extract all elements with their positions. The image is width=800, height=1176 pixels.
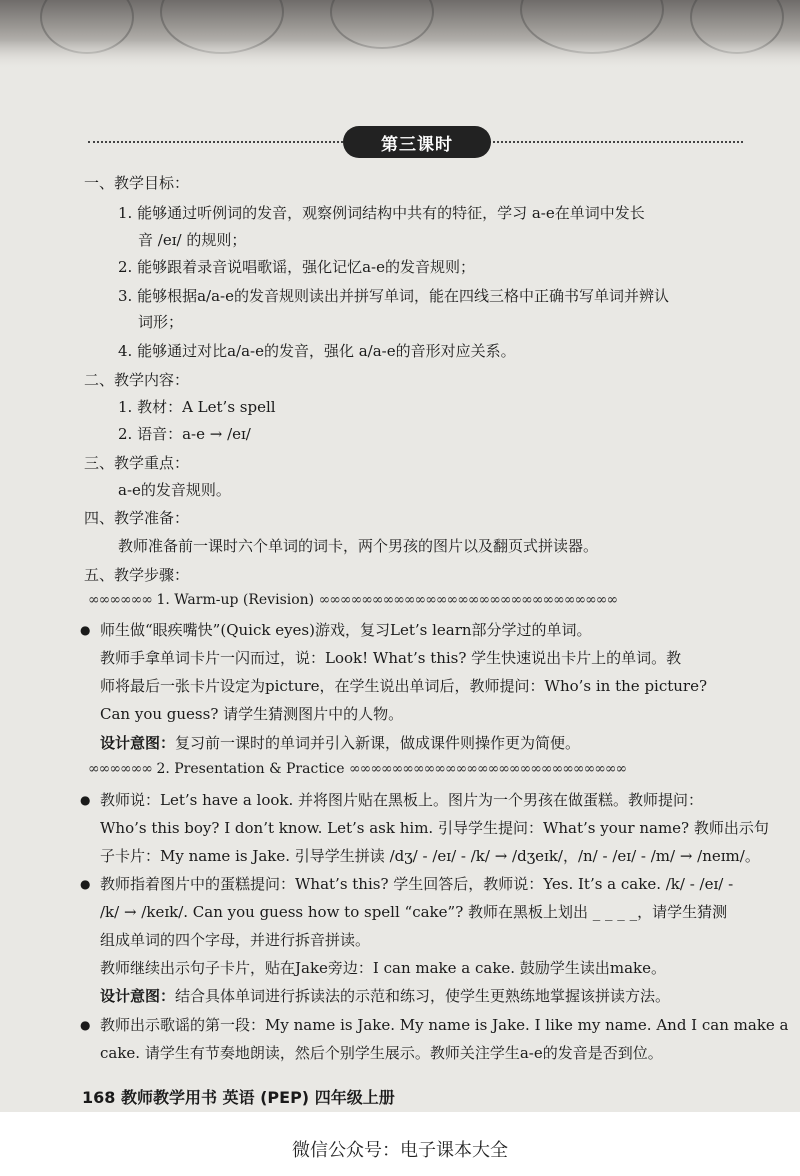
step2-line: Who’s this boy? I don’t know. Let’s ask him. 引导学生提问：What’s your name? 教师出示句	[100, 819, 769, 837]
step1-line: Can you guess? 请学生猜测图片中的人物。	[100, 705, 404, 723]
design-intent-label: 设计意图：	[100, 987, 176, 1005]
step2-line: 教师继续出示句子卡片，贴在Jake旁边：I can make a cake. 鼓励学生读出make。	[100, 959, 666, 977]
prep-text: 教师准备前一课时六个单词的词卡，两个男孩的图片以及翻页式拼读器。	[118, 537, 599, 555]
step2-bullet-2: ● 教师指着图片中的蛋糕提问：What’s this? 学生回答后，教师说：Yes. It’s a cake. /k/ - /eɪ/ -	[100, 874, 733, 894]
lesson-title-badge: 第三课时	[343, 126, 491, 158]
objective-line: 3. 能够根据a/a-e的发音规则读出并拼写单词，能在四线三格中正确书写单词并辨认	[118, 287, 669, 305]
prep-heading: 四、教学准备：	[84, 509, 190, 527]
step2-line: 子卡片：My name is Jake. 引导学生拼读 /dʒ/ - /eɪ/ - /k/ → /dʒeɪk/，/n/ - /eɪ/ - /m/ → /neɪm/。	[100, 847, 760, 865]
step2-bullet-1: ● 教师说：Let’s have a look. 并将图片贴在黑板上。图片为一个男孩在做蛋糕。教师提问：	[100, 790, 703, 810]
design-intent-text: 结合具体单词进行拆读法的示范和练习，使学生更熟练地掌握该拼读方法。	[175, 987, 671, 1005]
step1-line: 教师手拿单词卡片一闪而过，说：Look! What’s this? 学生快速说出卡片上的单词。教	[100, 649, 682, 667]
step2-line: cake. 请学生有节奏地朗读，然后个别学生展示。教师关注学生a-e的发音是否到位。	[100, 1044, 663, 1062]
step2-heading	[88, 759, 626, 779]
steps-heading: 五、教学步骤：	[84, 566, 190, 584]
step2-line: 组成单词的四个字母，并进行拆音拼读。	[100, 931, 371, 949]
step2-label: 2. Presentation & Practice	[156, 761, 345, 777]
page-footer: 168 教师教学用书 英语 (PEP) 四年级上册	[82, 1088, 395, 1107]
step1-bullet: ● 师生做“眼疾嘴快”(Quick eyes)游戏，复习Let’s learn部分学过的单词。	[100, 620, 592, 640]
content-line: 1. 教材：A Let’s spell	[118, 398, 276, 416]
step1-heading	[88, 590, 617, 610]
step2-line: /k/ → /keɪk/. Can you guess how to spell “cake”? 教师在黑板上划出 _ _ _ _，请学生猜测	[100, 903, 728, 921]
decorative-banner	[0, 0, 800, 70]
focus-text: a-e的发音规则。	[118, 481, 231, 499]
objective-line: 2. 能够跟着录音说唱歌谣，强化记忆a-e的发音规则；	[118, 258, 475, 276]
watermark-text: 微信公众号：电子课本大全	[292, 1140, 508, 1161]
step1-label: 1. Warm-up (Revision)	[156, 592, 315, 608]
focus-heading: 三、教学重点：	[84, 454, 190, 472]
objective-line: 词形；	[138, 313, 184, 331]
step2-dots-left: ∞∞∞∞∞∞	[88, 761, 152, 777]
objective-line: 4. 能够通过对比a/a-e的发音，强化 a/a-e的音形对应关系。	[118, 342, 516, 360]
objective-line: 1. 能够通过听例词的发音，观察例词结构中共有的特征，学习 a-e在单词中发长	[118, 204, 645, 222]
content-line: 2. 语音：a-e → /eɪ/	[118, 425, 251, 443]
step1-design	[100, 733, 580, 753]
step2-dots-right: ∞∞∞∞∞∞∞∞∞∞∞∞∞∞∞∞∞∞∞∞∞∞∞∞∞∞	[349, 761, 627, 777]
step1-dots-left: ∞∞∞∞∞∞	[88, 592, 152, 608]
objective-line: 音 /eɪ/ 的规则；	[138, 231, 247, 249]
design-intent-text: 复习前一课时的单词并引入新课，做成课件则操作更为简便。	[175, 734, 581, 752]
step2-design	[100, 986, 670, 1006]
content-heading: 二、教学内容：	[84, 371, 190, 389]
design-intent-label: 设计意图：	[100, 734, 176, 752]
step1-dots-right: ∞∞∞∞∞∞∞∞∞∞∞∞∞∞∞∞∞∞∞∞∞∞∞∞∞∞∞∞	[318, 592, 618, 608]
objectives-heading: 一、教学目标：	[84, 174, 190, 192]
step1-line: 师将最后一张卡片设定为picture，在学生说出单词后，教师提问：Who’s in the picture?	[100, 677, 708, 695]
step2-bullet-3: ● 教师出示歌谣的第一段：My name is Jake. My name is Jake. I like my name. And I can make a	[100, 1015, 789, 1035]
